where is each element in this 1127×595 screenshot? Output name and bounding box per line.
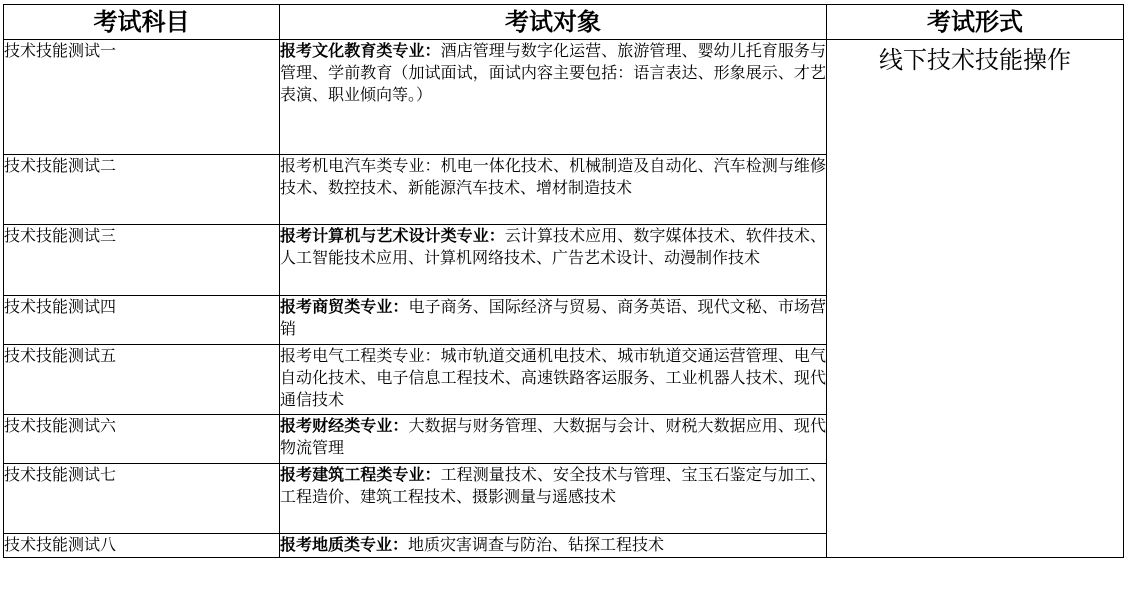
major-category: 报考文化教育类专业： (280, 41, 441, 60)
target-cell (280, 155, 827, 225)
major-list: 地质灾害调查与防治、钻探工程技术 (408, 535, 665, 554)
table-row (4, 40, 1124, 155)
exam-form-cell: 线下技术技能操作 (827, 40, 1124, 558)
subject-cell: 技术技能测试四 (4, 296, 280, 345)
subject-cell: 技术技能测试三 (4, 225, 280, 296)
header-row (4, 5, 1124, 40)
major-category: 报考建筑工程类专业： (280, 465, 441, 484)
major-list: 大数据与财务管理、大数据与会计、财税大数据应用、现代物流管理 (280, 416, 826, 457)
exam-table (3, 4, 1124, 558)
major-list: 机电一体化技术、机械制造及自动化、汽车检测与维修技术、数控技术、新能源汽车技术、增材制造技术 (280, 156, 826, 197)
target-cell (280, 345, 827, 415)
major-category: 报考地质类专业： (280, 535, 409, 554)
major-category: 报考财经类专业： (280, 416, 409, 435)
subject-cell: 技术技能测试六 (4, 415, 280, 464)
major-list: 城市轨道交通机电技术、城市轨道交通运营管理、电气自动化技术、电子信息工程技术、高速铁路客运服务、工业机器人技术、现代通信技术 (280, 346, 826, 409)
subject-cell: 技术技能测试七 (4, 464, 280, 534)
header-target: 考试对象 (280, 5, 827, 40)
major-list: 工程测量技术、安全技术与管理、宝玉石鉴定与加工、工程造价、建筑工程技术、摄影测量与遥感技术 (280, 465, 826, 506)
major-list: 电子商务、国际经济与贸易、商务英语、现代文秘、市场营销 (280, 297, 826, 338)
target-cell (280, 534, 827, 558)
target-cell (280, 225, 827, 296)
target-cell (280, 296, 827, 345)
major-list: 酒店管理与数字化运营、旅游管理、婴幼儿托育服务与管理、学前教育（加试面试，面试内容主要包括：语言表达、形象展示、才艺表演、职业倾向等。） (280, 41, 826, 104)
major-category: 报考机电汽车类专业： (280, 156, 441, 175)
major-category: 报考商贸类专业： (280, 297, 409, 316)
header-form: 考试形式 (827, 5, 1124, 40)
header-subject: 考试科目 (4, 5, 280, 40)
target-cell (280, 464, 827, 534)
target-cell (280, 415, 827, 464)
subject-cell: 技术技能测试八 (4, 534, 280, 558)
subject-cell: 技术技能测试五 (4, 345, 280, 415)
major-category: 报考计算机与艺术设计类专业： (280, 226, 505, 245)
subject-cell: 技术技能测试一 (4, 40, 280, 155)
major-list: 云计算技术应用、数字媒体技术、软件技术、人工智能技术应用、计算机网络技术、广告艺术设计、动漫制作技术 (280, 226, 826, 267)
major-category: 报考电气工程类专业： (280, 346, 441, 365)
target-cell (280, 40, 827, 155)
subject-cell: 技术技能测试二 (4, 155, 280, 225)
